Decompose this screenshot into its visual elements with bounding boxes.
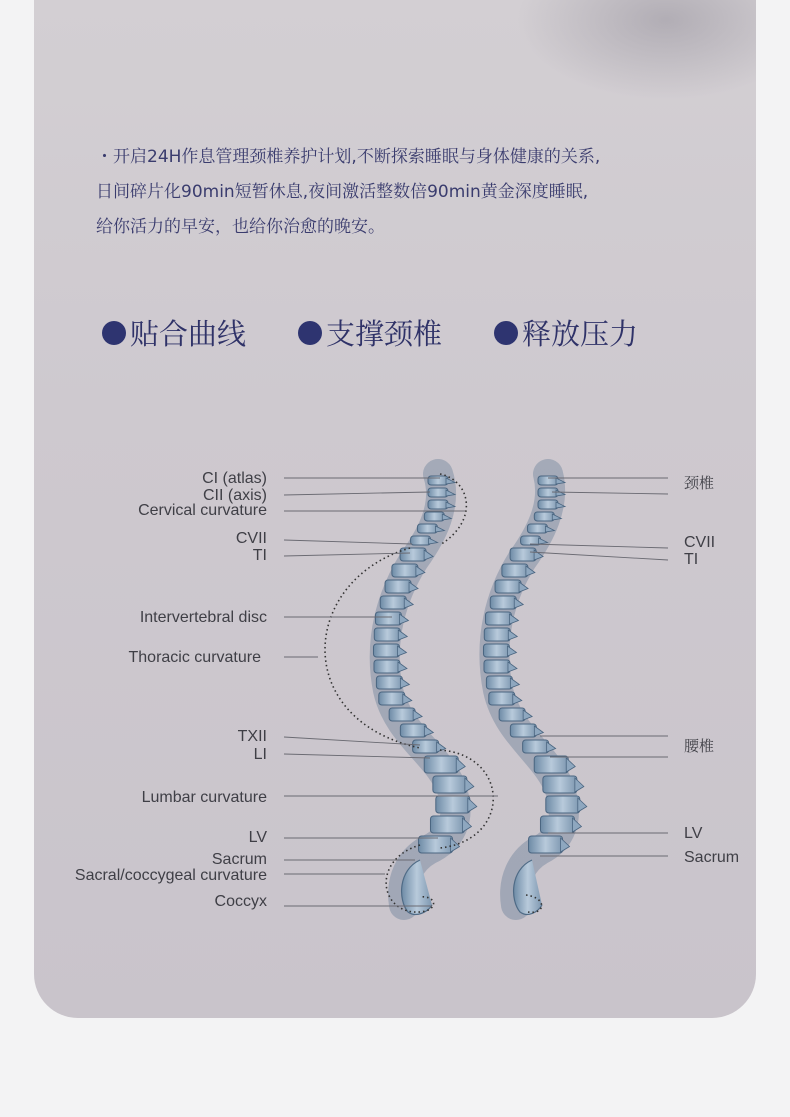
vertebra-8 bbox=[385, 580, 411, 593]
vertebra-6 bbox=[400, 548, 426, 561]
vertebra-18 bbox=[523, 740, 549, 753]
vertebra-17 bbox=[400, 724, 426, 737]
label-cvii: CVII bbox=[235, 530, 267, 547]
vertebra-3 bbox=[424, 512, 444, 521]
spinous-process-21 bbox=[468, 798, 477, 812]
spinous-process-12 bbox=[507, 646, 516, 656]
intro-line-1: ・开启24H作息管理颈椎养护计划,不断探索睡眠与身体健康的关系, bbox=[96, 147, 601, 167]
left-labels bbox=[75, 470, 267, 910]
vertebra-3 bbox=[534, 512, 554, 521]
vertebra-8 bbox=[495, 580, 521, 593]
vertebra-4 bbox=[417, 524, 437, 533]
label-cii-axis: CII (axis) bbox=[203, 487, 267, 504]
label-cervical-spine: 颈椎 bbox=[684, 474, 715, 492]
vertebra-0 bbox=[428, 476, 448, 485]
vertebra-14 bbox=[376, 676, 402, 689]
vertebra-5 bbox=[411, 536, 431, 545]
vertebra-7 bbox=[392, 564, 418, 577]
vertebra-19 bbox=[534, 756, 568, 773]
spinous-process-14 bbox=[510, 678, 519, 688]
label-ti: TI bbox=[252, 547, 267, 564]
vertebra-22 bbox=[540, 816, 574, 833]
vertebra-18 bbox=[413, 740, 439, 753]
vertebra-0 bbox=[538, 476, 558, 485]
vertebra-11 bbox=[374, 628, 400, 641]
vertebra-6 bbox=[510, 548, 536, 561]
vertebra-21 bbox=[546, 796, 580, 813]
spinous-process-12 bbox=[397, 646, 406, 656]
vertebra-22 bbox=[430, 816, 464, 833]
spinous-process-18 bbox=[547, 742, 556, 752]
vertebra-19 bbox=[424, 756, 458, 773]
label-ci-atlas: CI (atlas) bbox=[202, 470, 267, 487]
label-sacrum: Sacrum bbox=[211, 851, 267, 868]
label-lv: LV bbox=[248, 829, 267, 846]
spinous-process-19 bbox=[456, 758, 465, 772]
vertebra-20 bbox=[433, 776, 467, 793]
spinous-process-17 bbox=[424, 726, 433, 736]
vertebra-9 bbox=[380, 596, 406, 609]
label-sacral-coccygeal-curvature: Sacral/coccygeal curvature bbox=[74, 867, 267, 884]
vertebra-13 bbox=[484, 660, 510, 673]
feature-label: 贴合曲线 bbox=[130, 317, 247, 351]
right-labels bbox=[684, 474, 739, 866]
vertebra-4 bbox=[527, 524, 547, 533]
vertebra-2 bbox=[538, 500, 558, 509]
vertebra-16 bbox=[389, 708, 415, 721]
label-li: LI bbox=[253, 746, 267, 763]
vertebra-2 bbox=[428, 500, 448, 509]
vertebra-10 bbox=[375, 612, 401, 625]
intro-line-3: 给你活力的早安，也给你治愈的晚安。 bbox=[96, 217, 385, 237]
spinous-process-21 bbox=[578, 798, 587, 812]
label-coccyx: Coccyx bbox=[214, 893, 267, 910]
vertebra-21 bbox=[436, 796, 470, 813]
label-txii: TXII bbox=[237, 728, 267, 745]
vertebra-11 bbox=[484, 628, 510, 641]
spinous-process-13 bbox=[398, 662, 407, 672]
intro-line-2: 日间碎片化90min短暂休息,夜间激活整数倍90min黄金深度睡眠, bbox=[96, 182, 589, 202]
vertebra-17 bbox=[510, 724, 536, 737]
vertebra-15 bbox=[489, 692, 515, 705]
vertebra-13 bbox=[374, 660, 400, 673]
feature-label: 释放压力 bbox=[522, 317, 639, 351]
vertebra-23 bbox=[529, 836, 563, 853]
vertebra-7 bbox=[502, 564, 528, 577]
label-intervertebral-disc: Intervertebral disc bbox=[139, 609, 267, 626]
spinous-process-16 bbox=[523, 710, 532, 720]
spinous-process-15 bbox=[403, 694, 412, 704]
right-spine-illustration bbox=[483, 474, 586, 914]
spinous-process-16 bbox=[413, 710, 422, 720]
spinous-process-17 bbox=[534, 726, 543, 736]
label-right-ti: TI bbox=[684, 551, 699, 568]
spinous-process-20 bbox=[575, 778, 584, 792]
label-right-sacrum: Sacrum bbox=[684, 849, 740, 866]
spinous-process-19 bbox=[566, 758, 575, 772]
vertebra-23 bbox=[419, 836, 453, 853]
spinous-process-20 bbox=[465, 778, 474, 792]
vertebra-12 bbox=[373, 644, 399, 657]
label-thoracic-curvature: Thoracic curvature bbox=[128, 649, 261, 666]
label-cervical-curvature: Cervical curvature bbox=[138, 502, 267, 519]
label-lumbar-spine: 腰椎 bbox=[684, 737, 715, 755]
vertebra-14 bbox=[486, 676, 512, 689]
spinous-process-13 bbox=[508, 662, 517, 672]
vertebra-9 bbox=[490, 596, 516, 609]
vertebra-10 bbox=[485, 612, 511, 625]
spinous-process-11 bbox=[508, 630, 517, 640]
left-spine-illustration bbox=[373, 474, 476, 914]
label-lumbar-curvature: Lumbar curvature bbox=[141, 789, 267, 806]
vertebra-1 bbox=[428, 488, 448, 497]
feature-label: 支撑颈椎 bbox=[326, 317, 443, 351]
label-right-lv: LV bbox=[684, 825, 703, 842]
spinous-process-15 bbox=[513, 694, 522, 704]
vertebra-16 bbox=[499, 708, 525, 721]
label-right-cvii: CVII bbox=[684, 534, 716, 551]
vertebra-20 bbox=[543, 776, 577, 793]
vertebra-12 bbox=[483, 644, 509, 657]
spinous-process-14 bbox=[400, 678, 409, 688]
vertebra-15 bbox=[379, 692, 405, 705]
spinous-process-11 bbox=[398, 630, 407, 640]
